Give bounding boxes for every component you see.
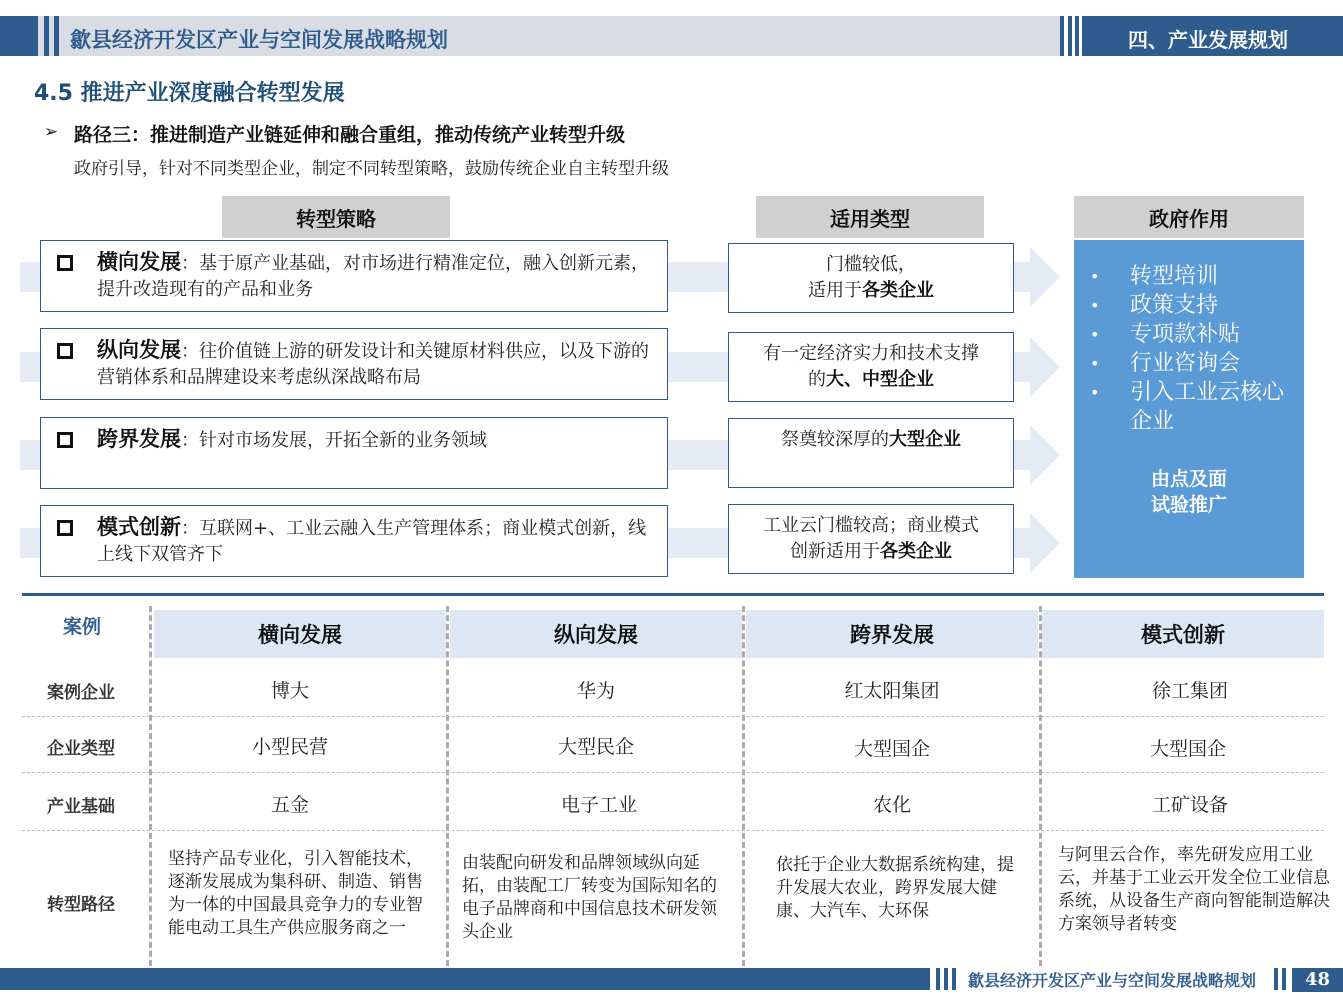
type-emphasis: 大、中型企业 bbox=[826, 369, 934, 390]
strategy-name: 模式创新 bbox=[97, 515, 181, 539]
type-text: 门槛较低， 适用于 bbox=[808, 254, 916, 301]
page-number: 48 bbox=[1292, 968, 1343, 992]
strategy-desc: ：针对市场发展，开拓全新的业务领域 bbox=[181, 430, 487, 451]
type-box-model-innovation bbox=[728, 504, 1014, 574]
gov-role-item: • 转型培训 bbox=[1130, 262, 1295, 291]
row-divider bbox=[22, 830, 1324, 831]
strategy-text bbox=[97, 337, 649, 391]
strategy-box-vertical bbox=[40, 328, 668, 400]
gov-role-summary bbox=[1074, 466, 1304, 518]
checkbox-square-icon bbox=[57, 520, 73, 536]
type-emphasis: 各类企业 bbox=[862, 280, 934, 301]
gov-role-item: • 引入工业云核心企业 bbox=[1130, 378, 1295, 436]
header-stripe bbox=[44, 16, 49, 56]
strategy-name: 跨界发展 bbox=[97, 427, 181, 451]
strategy-desc: ：基于原产业基础，对市场进行精准定位，融入创新元素，提升改造现有的产品和业务 bbox=[97, 253, 649, 300]
table-cell-path: 坚持产品专业化，引入智能技术，逐渐发展成为集科研、制造、销售为一体的中国最具竞争力的专业智能电动工具生产供应服务商之一 bbox=[168, 849, 423, 938]
row-label: 产业基础 bbox=[47, 797, 115, 817]
path-title: 路径三：推进制造产业链延伸和融合重组，推动传统产业转型升级 bbox=[74, 124, 626, 146]
table-cell: 农化 bbox=[872, 794, 911, 816]
flow-arrow-icon bbox=[1030, 337, 1060, 397]
row-label: 企业类型 bbox=[47, 739, 115, 759]
table-cell: 大型民企 bbox=[557, 736, 634, 758]
flow-arrow-icon bbox=[1030, 513, 1060, 573]
case-header-model-innovation: 模式创新 bbox=[1042, 610, 1324, 658]
header-stripe bbox=[1068, 16, 1072, 56]
gov-role-list bbox=[1130, 262, 1295, 436]
footer-stripe bbox=[944, 968, 948, 990]
table-cell: 电子工业 bbox=[560, 794, 637, 816]
flow-arrow-icon bbox=[1030, 425, 1060, 485]
column-divider bbox=[149, 606, 152, 966]
table-cell: 红太阳集团 bbox=[844, 680, 940, 702]
row-label: 转型路径 bbox=[47, 895, 115, 915]
table-cell-path: 依托于企业大数据系统构建，提升发展大农业，跨界发展大健康、大汽车、大环保 bbox=[776, 855, 1014, 921]
column-divider bbox=[446, 606, 449, 966]
table-cell-path: 由装配向研发和品牌领域纵向延拓，由装配工厂转变为国际知名的电子品牌商和中国信息技术研发领头企业 bbox=[462, 853, 717, 942]
gov-role-panel bbox=[1074, 240, 1304, 578]
gov-role-item: • 行业咨询会 bbox=[1130, 349, 1295, 378]
type-emphasis: 各类企业 bbox=[880, 541, 952, 562]
document-title: 歙县经济开发区产业与空间发展战略规划 bbox=[70, 28, 448, 52]
header-stripe bbox=[0, 16, 38, 56]
case-header-crossover: 跨界发展 bbox=[746, 610, 1038, 658]
header-stripe bbox=[1075, 16, 1079, 56]
table-cell: 徐工集团 bbox=[1151, 680, 1228, 702]
column-divider bbox=[742, 606, 745, 966]
table-cell: 大型国企 bbox=[853, 738, 930, 760]
gov-role-item: • 政策支持 bbox=[1130, 291, 1295, 320]
strategy-box-horizontal bbox=[40, 240, 668, 312]
section-tab-label: 四、产业发展规划 bbox=[1128, 28, 1288, 52]
strategy-desc: ：互联网+、工业云融入生产管理体系；商业模式创新，线上线下双管齐下 bbox=[97, 518, 647, 565]
footer-stripe bbox=[936, 968, 940, 990]
strategy-name: 横向发展 bbox=[97, 250, 181, 274]
type-box-horizontal bbox=[728, 243, 1014, 313]
table-cell: 工矿设备 bbox=[1151, 794, 1228, 816]
gov-foot-line: 由点及面 bbox=[1150, 468, 1227, 490]
footer-stripe bbox=[952, 968, 956, 990]
arrow-bullet-icon: ➢ bbox=[44, 122, 59, 142]
type-text: 有一定经济实力和技术支撑 的 bbox=[763, 343, 979, 390]
type-column-header: 适用类型 bbox=[756, 196, 984, 238]
case-header-vertical: 纵向发展 bbox=[450, 610, 742, 658]
strategy-text bbox=[97, 426, 649, 454]
column-divider bbox=[1039, 606, 1042, 966]
table-cell: 小型民营 bbox=[251, 736, 328, 758]
header-stripe bbox=[1060, 16, 1064, 56]
strategy-box-model-innovation bbox=[40, 505, 668, 577]
row-divider bbox=[22, 716, 1324, 717]
case-table-label: 案例 bbox=[62, 616, 101, 638]
table-top-rule bbox=[22, 593, 1324, 596]
footer-band bbox=[0, 968, 930, 990]
gov-role-item: • 专项款补贴 bbox=[1130, 320, 1295, 349]
case-header-horizontal: 横向发展 bbox=[154, 610, 446, 658]
flow-arrow-icon bbox=[1030, 247, 1060, 307]
table-cell-path: 与阿里云合作，率先研发应用工业云，并基于工业云开发全位工业信息系统，从设备生产商向智能制造解决方案领导者转变 bbox=[1058, 845, 1330, 934]
gov-foot-line: 试验推广 bbox=[1150, 494, 1227, 516]
strategy-desc: ：往价值链上游的研发设计和关键原材料供应，以及下游的营销体系和品牌建设来考虑纵深战略布局 bbox=[97, 341, 649, 388]
path-subtitle: 政府引导，针对不同类型企业，制定不同转型策略，鼓励传统企业自主转型升级 bbox=[74, 159, 669, 179]
strategy-box-crossover bbox=[40, 417, 668, 489]
strategy-text bbox=[97, 249, 649, 303]
type-box-vertical bbox=[728, 332, 1014, 402]
strategy-name: 纵向发展 bbox=[97, 338, 181, 362]
table-cell: 华为 bbox=[576, 680, 615, 702]
footer-title: 歙县经济开发区产业与空间发展战略规划 bbox=[968, 971, 1257, 990]
gov-column-header: 政府作用 bbox=[1074, 196, 1304, 238]
checkbox-square-icon bbox=[57, 343, 73, 359]
type-emphasis: 大型企业 bbox=[889, 429, 961, 450]
type-box-crossover bbox=[728, 418, 1014, 488]
row-label: 案例企业 bbox=[47, 683, 115, 703]
page-title: 4.5 推进产业深度融合转型发展 bbox=[34, 81, 345, 106]
footer-stripe bbox=[1282, 968, 1286, 990]
table-cell: 大型国企 bbox=[1149, 738, 1226, 760]
checkbox-square-icon bbox=[57, 432, 73, 448]
header-stripe bbox=[54, 16, 59, 56]
table-cell: 博大 bbox=[270, 680, 309, 702]
row-divider bbox=[22, 772, 1324, 773]
type-text: 祭奠较深厚的 bbox=[781, 429, 889, 450]
table-cell: 五金 bbox=[270, 794, 309, 816]
strategy-column-header: 转型策略 bbox=[222, 196, 450, 238]
checkbox-square-icon bbox=[57, 255, 73, 271]
strategy-text bbox=[97, 514, 649, 568]
footer-stripe bbox=[1274, 968, 1278, 990]
type-text: 工业云门槛较高；商业模式 创新适用于 bbox=[763, 515, 979, 562]
